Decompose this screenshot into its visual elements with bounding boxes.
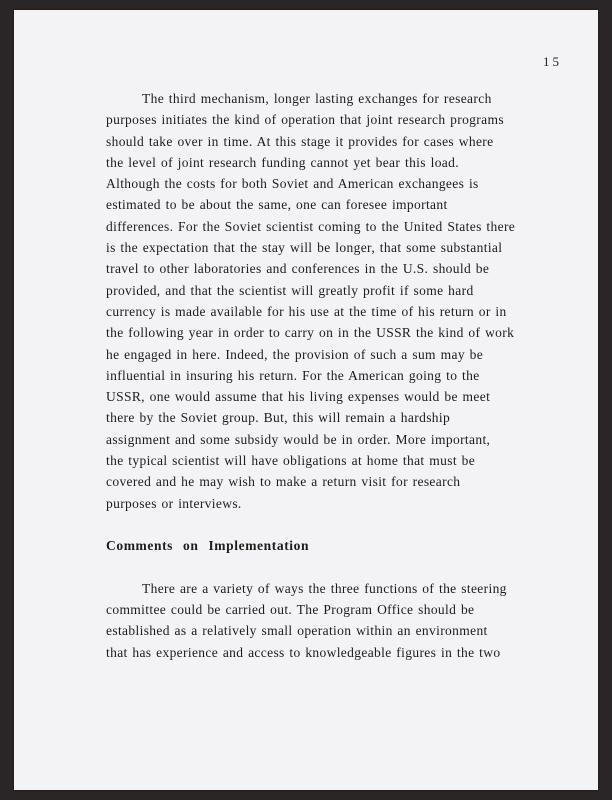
text-line: Although the costs for both Soviet and American exchangees is (106, 176, 479, 192)
paragraph-gap (106, 557, 536, 578)
paragraph-gap (106, 514, 536, 535)
text-line: he engaged in here. Indeed, the provision of such a sum may be (106, 346, 484, 362)
text-line: is the expectation that the stay will be longer, that some substantial (106, 240, 503, 256)
section-heading: Comments on Implementation (106, 538, 310, 554)
text-line: assignment and some subsidy would be in order. More important, (106, 431, 491, 447)
text-line: there by the Soviet group. But, this will remain a hardship (106, 410, 451, 426)
body-text (106, 88, 536, 663)
text-line: the level of joint research funding cannot yet bear this load. (106, 154, 459, 170)
paragraph-2 (106, 578, 536, 663)
text-line: estimated to be about the same, one can foresee important (106, 197, 448, 213)
document-page (14, 10, 598, 790)
text-line: established as a relatively small operation within an environment (106, 623, 488, 639)
text-line: differences. For the Soviet scientist coming to the United States there (106, 218, 516, 234)
text-line: the typical scientist will have obligations at home that must be (106, 453, 476, 469)
text-line: USSR, one would assume that his living expenses would be meet (106, 389, 491, 405)
text-line: The third mechanism, longer lasting exchanges for research (142, 91, 492, 106)
text-line: that has experience and access to knowledgeable figures in the two (106, 644, 501, 660)
text-line: should take over in time. At this stage it provides for cases where (106, 133, 494, 149)
text-line: purposes initiates the kind of operation that joint research programs (106, 112, 504, 128)
text-line: There are a variety of ways the three functions of the steering (142, 580, 507, 596)
text-line: committee could be carried out. The Program Office should be (106, 602, 475, 618)
text-line: currency is made available for his use at the time of his return or in (106, 303, 507, 319)
text-line: covered and he may wish to make a return visit for research (106, 474, 461, 490)
text-line: the following year in order to carry on in the USSR the kind of work (106, 325, 515, 341)
text-line: provided, and that the scientist will greatly profit if some hard (106, 282, 474, 298)
text-line: purposes or interviews. (106, 495, 242, 511)
page-number: 15 (543, 54, 562, 69)
text-line: travel to other laboratories and conferences in the U.S. should be (106, 261, 490, 277)
paragraph-1 (106, 88, 536, 514)
text-line: influential in insuring his return. For the American going to the (106, 367, 480, 383)
